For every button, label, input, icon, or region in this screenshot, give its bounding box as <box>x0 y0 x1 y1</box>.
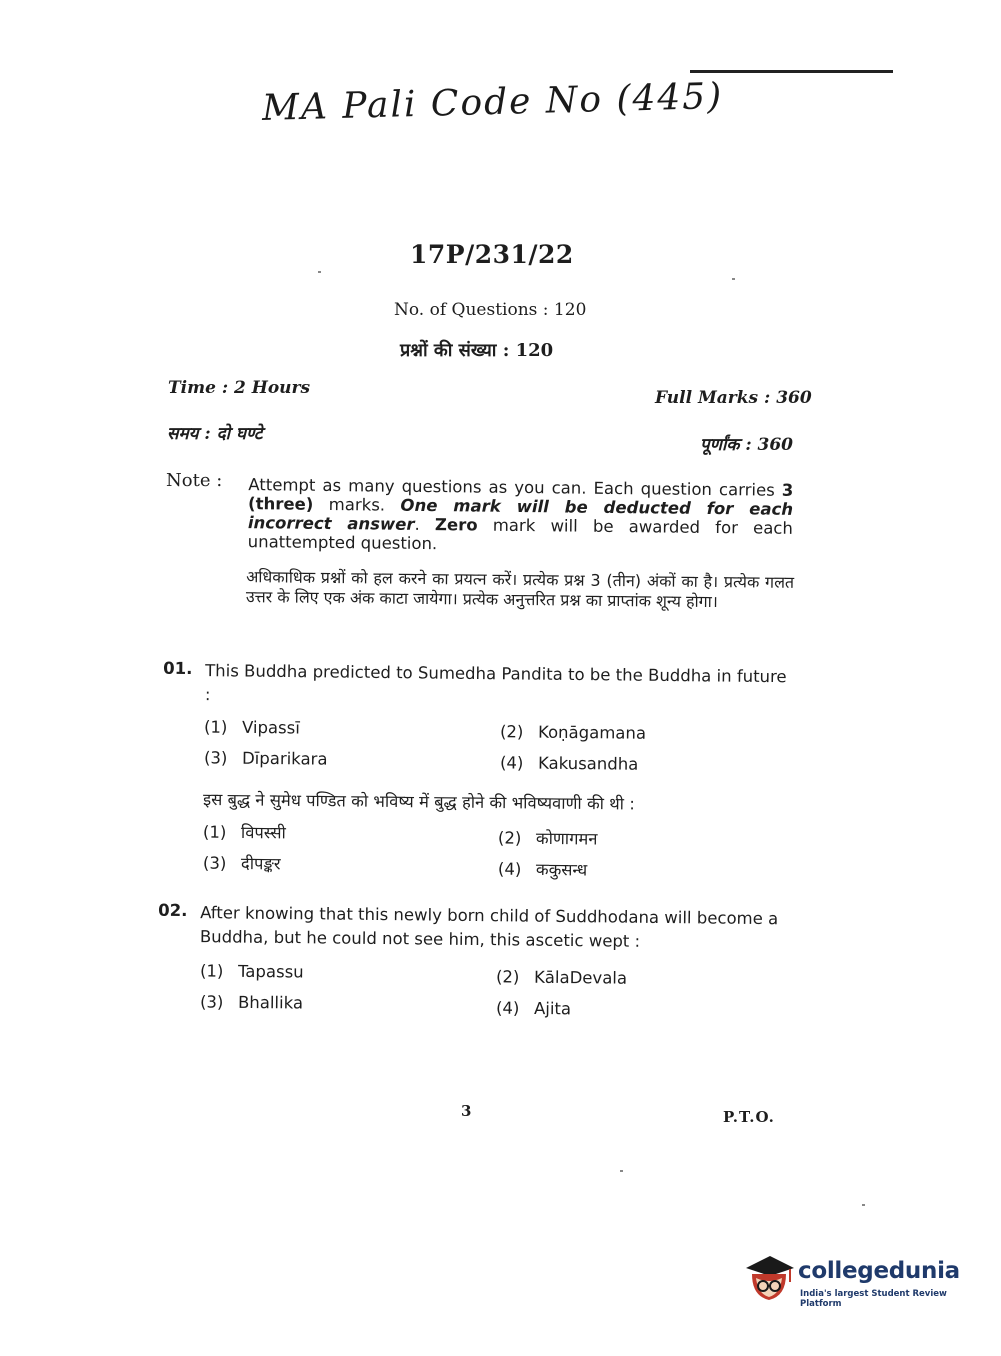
paper-code: 17P/231/22 <box>410 240 574 269</box>
option-text: KālaDevala <box>533 967 628 988</box>
option-2-hi <box>498 825 598 849</box>
option-number: (3) <box>203 748 228 768</box>
option-text: Tapassu <box>237 961 304 982</box>
question-number: 02. <box>158 900 188 921</box>
question-text-en: This Buddha predicted to Sumedha Pandita to be the Buddha in future : <box>204 661 787 705</box>
option-3-en <box>200 992 303 1012</box>
note-label: Note : <box>166 470 223 491</box>
option-text: दीपङ्कर <box>240 853 281 874</box>
full-marks-hi: पूर्णांक : 360 <box>700 435 794 455</box>
option-number: (3) <box>202 853 227 873</box>
option-text: विपस्सी <box>240 822 286 843</box>
page-number: 3 <box>461 1102 472 1120</box>
full-marks-en: Full Marks : 360 <box>655 388 812 408</box>
question-02 <box>158 901 788 956</box>
option-text: Kakusandha <box>537 753 639 774</box>
note-en-part1: Attempt as many questions as you can. Each question carries <box>248 475 782 500</box>
mascot-icon <box>740 1250 798 1308</box>
question-number: 01. <box>163 658 193 679</box>
scan-speck <box>862 1204 865 1206</box>
note-en-part2: marks. <box>313 494 401 515</box>
handwritten-title: MA Pali Code No (445) <box>261 75 724 130</box>
option-1-en <box>200 961 304 981</box>
option-number: (4) <box>497 859 522 879</box>
option-number: (2) <box>495 967 520 987</box>
time-en: Time : 2 Hours <box>168 378 311 398</box>
num-questions-hi: प्रश्नों की संख्या : 120 <box>400 340 554 361</box>
scan-speck <box>732 278 735 280</box>
option-4-en <box>500 753 639 773</box>
option-1-hi <box>203 820 286 844</box>
brand-tagline: India's largest Student Review Platform <box>800 1289 947 1309</box>
option-text: Bhallika <box>237 992 304 1013</box>
option-2-en <box>500 722 646 743</box>
option-number: (2) <box>499 722 524 742</box>
option-text: ककुसन्ध <box>535 859 588 880</box>
option-text: Dīparikara <box>241 748 328 769</box>
note-hindi: अधिकाधिक प्रश्नों को हल करने का प्रयत्न करें। प्रत्येक प्रश्न 3 (तीन) अंकों का है। प्रत्येक गलत उत्तर के लिए एक अंक काटा जायेगा। प्रत्येक अनुत्तरित प्रश्न का प्राप्तांक शून्य होगा। <box>245 567 795 612</box>
note-en-part3: . <box>414 514 436 535</box>
option-text: Ajita <box>533 999 572 1019</box>
option-number: (4) <box>499 753 524 773</box>
option-text: Vipassī <box>241 717 300 738</box>
option-3-hi <box>203 851 281 875</box>
option-text: Koṇāgamana <box>537 722 647 743</box>
option-2-en <box>496 967 627 987</box>
option-1-en <box>204 717 300 737</box>
option-4-hi <box>498 857 587 881</box>
collegedunia-watermark <box>740 1250 970 1310</box>
option-text: कोणागमन <box>535 828 598 849</box>
option-3-en <box>204 748 328 768</box>
question-text-hi: इस बुद्ध ने सुमेध पण्डित को भविष्य में बुद्ध होने की भविष्यवाणी की थी : <box>202 789 635 814</box>
num-questions-en: No. of Questions : 120 <box>394 300 587 320</box>
option-number: (4) <box>495 998 520 1018</box>
option-number: (1) <box>202 822 227 842</box>
option-4-en <box>496 999 571 1019</box>
time-hi: समय : दो घण्टे <box>167 424 263 444</box>
question-text-en: After knowing that this newly born child of Suddhodana will become a Buddha, but he could not see him, this ascetic wept : <box>199 903 779 951</box>
question-01 <box>163 659 793 714</box>
option-number: (2) <box>497 828 522 848</box>
note-en-bolditalic: One mark will be deducted for each incorrect answer <box>247 495 794 534</box>
note-en-bold2: Zero <box>434 515 478 535</box>
pto-label: P.T.O. <box>723 1108 775 1126</box>
top-rule <box>690 70 893 73</box>
scan-speck <box>620 1170 623 1172</box>
option-number: (1) <box>203 717 228 737</box>
scan-speck <box>318 271 321 273</box>
note-en-bold1: 3 (three) <box>248 480 794 514</box>
note-english <box>248 475 794 557</box>
note-en-part4: mark will be awarded for each unattempted question. <box>247 515 794 554</box>
option-number: (3) <box>199 992 224 1012</box>
option-number: (1) <box>199 961 224 981</box>
brand-name: collegedunia <box>798 1258 960 1284</box>
